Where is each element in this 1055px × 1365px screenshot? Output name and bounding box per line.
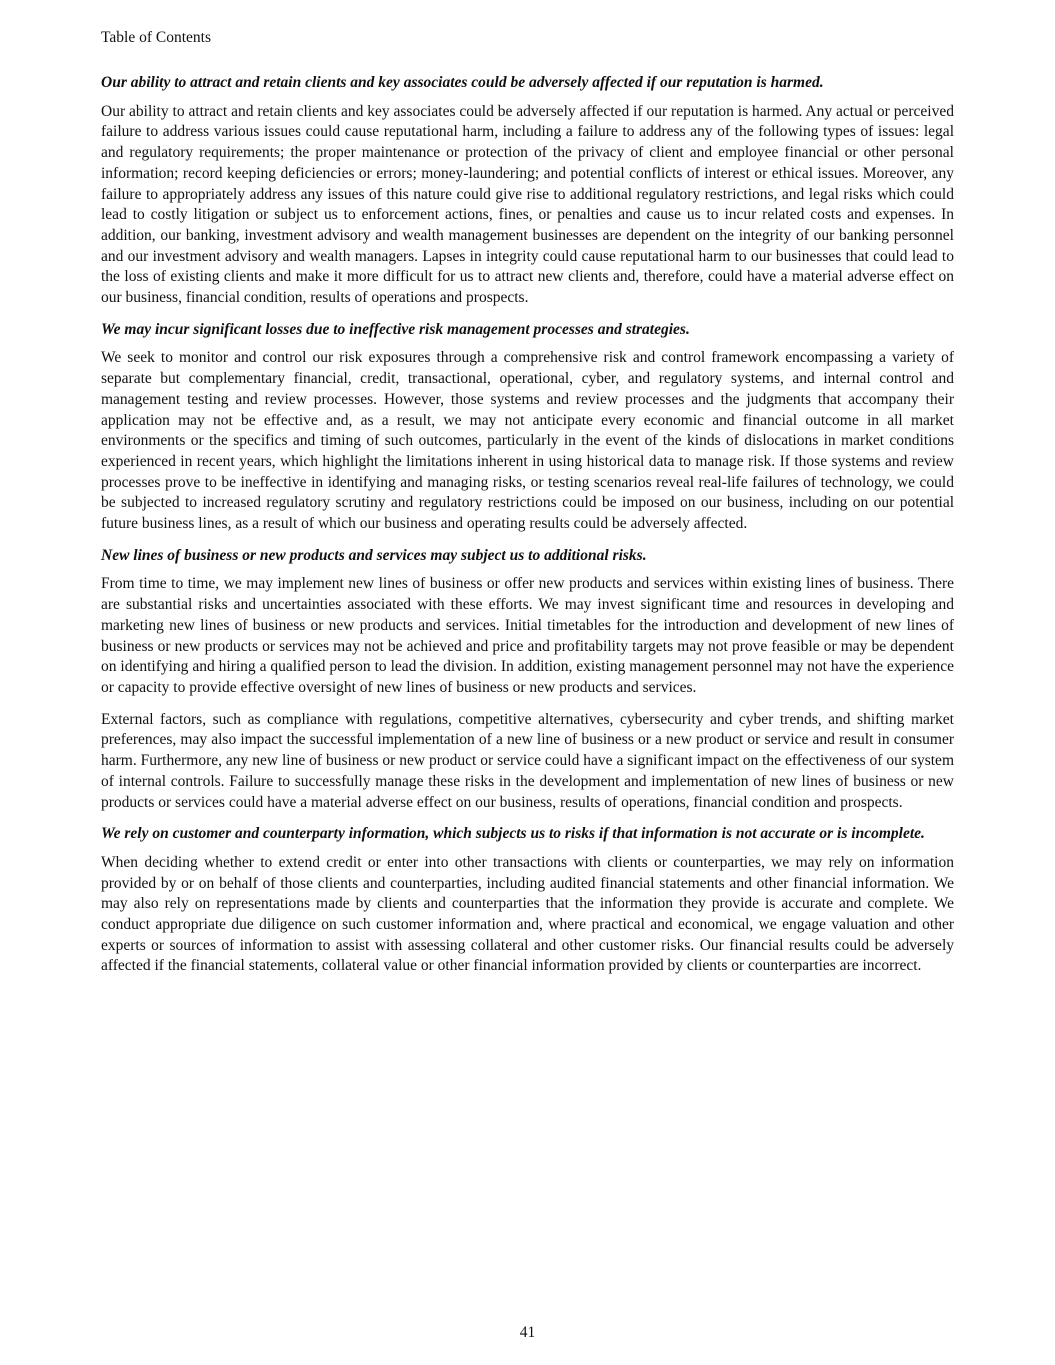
risk-section-customer-information [101,824,954,977]
document-body [101,73,954,988]
section-paragraph: External factors, such as compliance with regulations, competitive alternatives, cybersecurity and cyber trends, and shifting market preferences, may also impact the successful implementation of a new line of business or a new product or service and result in consumer harm. Furthermore, any new line of business or new product or service could have a significant impact on the effectiveness of our system of internal controls. Failure to successfully manage these risks in the development and implementation of new lines of business or new products or services could have a material adverse effect on our business, results of operations, financial condition and prospects. [101,710,954,811]
section-heading: We rely on customer and counterparty information, which subjects us to risks if that information is not accurate or is incomplete. [101,825,925,843]
table-of-contents-link[interactable]: Table of Contents [101,29,211,46]
section-paragraph: Our ability to attract and retain clients and key associates could be adversely affected if our reputation is harmed. Any actual or perceived failure to address various issues could cause reputational harm, including a failure to address any of the following types of issues: legal and regulatory requirements; the proper maintenance or protection of the privacy of client and employee financial or other personal information; record keeping deficiencies or errors; money-laundering; and potential conflicts of interest or ethical issues. Moreover, any failure to appropriately address any issues of this nature could give rise to additional regulatory restrictions, and legal risks which could lead to costly litigation or subject us to enforcement actions, fines, or penalties and cause us to incur related costs and expenses. In addition, our banking, investment advisory and wealth management businesses are dependent on the integrity of our banking personnel and our investment advisory and wealth managers. Lapses in integrity could cause reputational harm to our businesses that could lead to the loss of existing clients and make it more difficult for us to attract new clients and, therefore, could have a material adverse effect on our business, financial condition, results of operations and prospects. [101,102,954,307]
risk-section-risk-management [101,320,954,535]
risk-section-reputation [101,73,954,309]
section-heading: Our ability to attract and retain clients and key associates could be adversely affected if our reputation is harmed. [101,74,824,91]
section-paragraph: From time to time, we may implement new lines of business or offer new products and services within existing lines of business. There are substantial risks and uncertainties associated with these efforts. We may invest significant time and resources in developing and marketing new lines of business or new products and services. Initial timetables for the introduction and development of new lines of business or new products or services may not be achieved and price and profitability targets may not prove feasible or may be dependent on identifying and hiring a qualified person to lead the division. In addition, existing management personnel may not have the experience or capacity to provide effective oversight of new lines of business or new products and services. [101,575,954,696]
section-paragraph: When deciding whether to extend credit or enter into other transactions with clients or counterparties, we may rely on information provided by or on behalf of those clients and counterparties, including audited financial statements and other financial information. We may also rely on representations made by clients and counterparties that the information they provide is accurate and complete. We conduct appropriate due diligence on such customer information and, where practical and economical, we engage valuation and other experts or sources of information to assist with assessing collateral and other customer risks. Our financial results could be adversely affected if the financial statements, collateral value or other financial information provided by clients or counterparties are incorrect. [101,853,954,975]
section-paragraph: We seek to monitor and control our risk exposures through a comprehensive risk and control framework encompassing a variety of separate but complementary financial, credit, transactional, operational, cyber, and regulatory systems, and internal control and management testing and review processes. However, those systems and review processes and the judgments that accompany their application may not be effective and, as a result, we may not anticipate every economic and financial outcome in all market environments or the specifics and timing of such outcomes, particularly in the event of the kinds of dislocations in market conditions experienced in recent years, which highlight the limitations inherent in using historical data to manage risk. If those systems and review processes prove to be ineffective in identifying and managing risks, or testing scenarios reveal real-life failures of technology, we could be subjected to increased regulatory scrutiny and regulatory restrictions could be imposed on our business, including on our potential future business lines, as a result of which our business and operating results could be adversely affected. [101,349,954,533]
page-number: 41 [519,1324,536,1341]
risk-section-new-lines-of-business [101,546,954,813]
section-heading: New lines of business or new products and services may subject us to additional risks. [101,546,647,564]
section-heading: We may incur significant losses due to ineffective risk management processes and strategies. [101,320,690,338]
